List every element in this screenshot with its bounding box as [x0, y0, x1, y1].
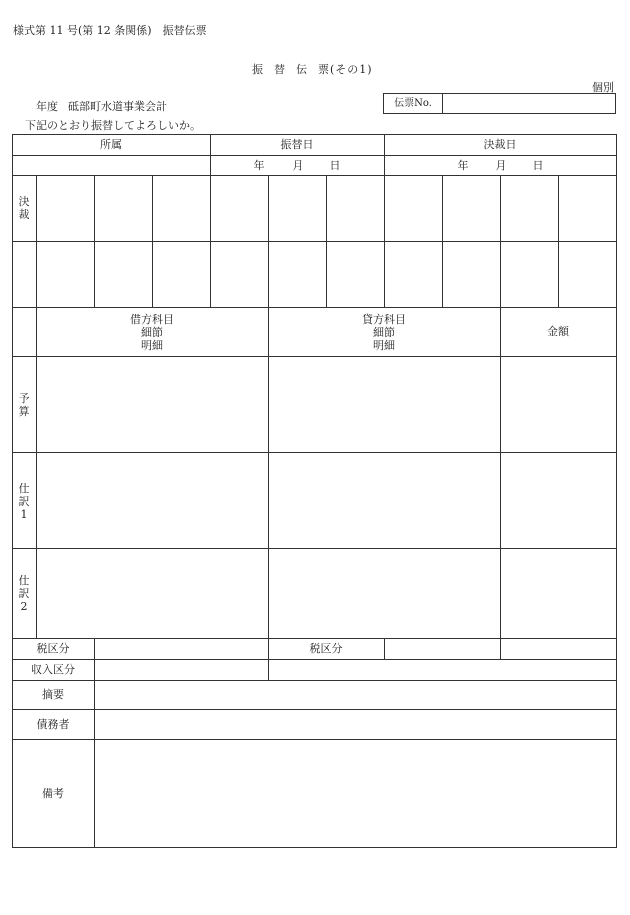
- affiliation-header: 所属: [100, 138, 122, 151]
- title-char-1: 振: [252, 63, 264, 76]
- summary-label: 摘要: [42, 688, 64, 701]
- approval-date-header: 決裁日: [483, 138, 517, 151]
- approval-year: 年: [457, 159, 469, 172]
- approval-month: 月: [495, 159, 507, 172]
- approval-label: 決 裁: [18, 195, 30, 221]
- transfer-date-header: 振替日: [280, 138, 314, 151]
- tax-category-label-2: 税区分: [309, 642, 343, 655]
- amount-header: 金額: [547, 325, 569, 338]
- organization-name: 砥部町水道事業会計: [68, 100, 167, 113]
- kobetsu-label: 個別: [592, 81, 614, 94]
- remarks-label: 備考: [42, 787, 64, 800]
- request-text: 下記のとおり振替してよろしいか。: [25, 119, 201, 132]
- tax-category-label: 税区分: [36, 642, 70, 655]
- title-char-3: 伝: [296, 63, 308, 76]
- title-char-2: 替: [274, 63, 286, 76]
- debit-header: 借方科目 細節 明細: [130, 313, 174, 352]
- credit-header: 貸方科目 細節 明細: [362, 313, 406, 352]
- fiscal-year-label: 年度: [36, 100, 58, 113]
- slip-number-label: 伝票No.: [384, 94, 443, 113]
- journal-2-label: 仕 訳 2: [18, 574, 30, 613]
- transfer-day: 日: [329, 159, 341, 172]
- debtor-label: 債務者: [36, 718, 70, 731]
- journal-1-label: 仕 訳 1: [18, 482, 30, 521]
- approval-day: 日: [532, 159, 544, 172]
- budget-label: 予 算: [18, 392, 30, 418]
- transfer-month: 月: [292, 159, 304, 172]
- transfer-year: 年: [253, 159, 265, 172]
- form-number: 様式第 11 号(第 12 条関係) 振替伝票: [13, 24, 207, 37]
- income-category-label: 収入区分: [31, 663, 75, 676]
- title-char-last: 票(その1): [318, 63, 373, 76]
